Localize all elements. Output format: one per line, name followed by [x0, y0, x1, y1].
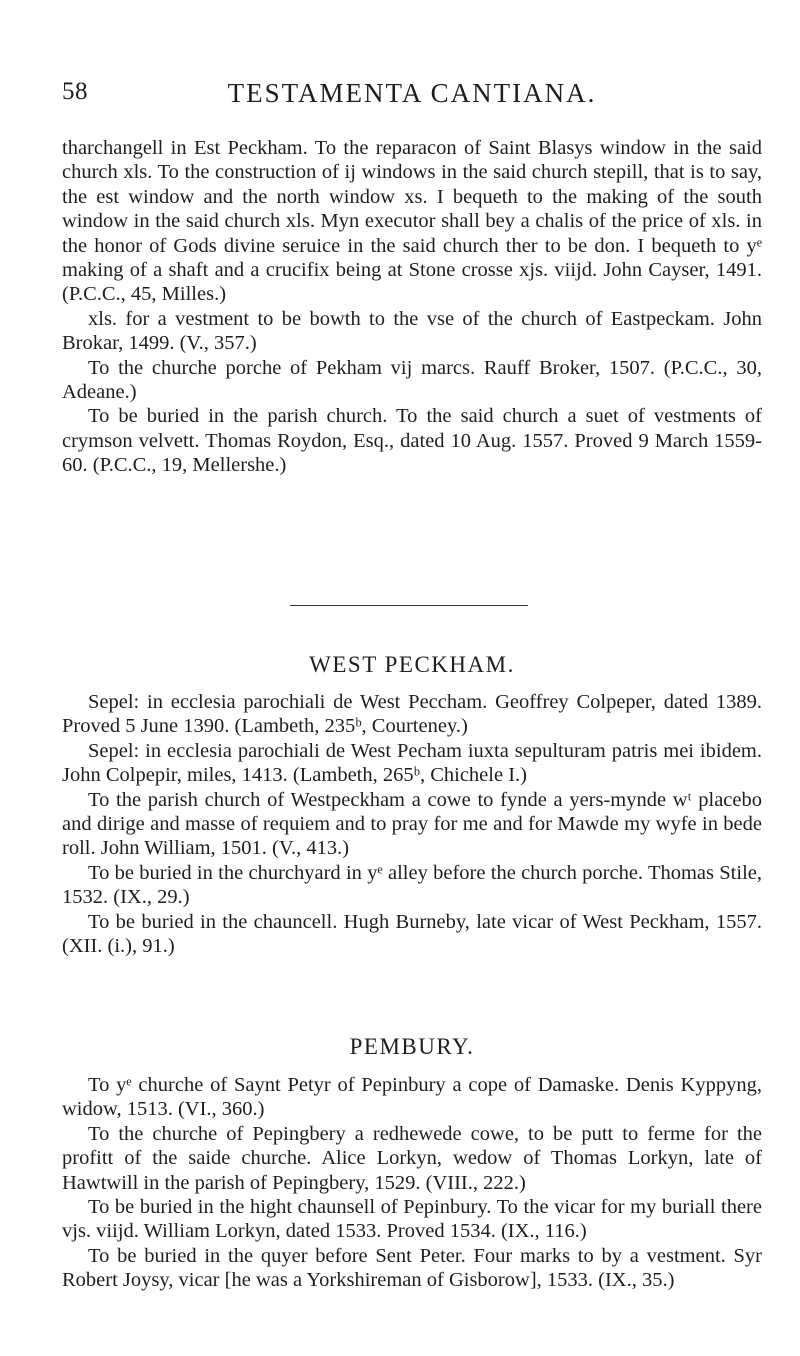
paragraph: Sepel: in ecclesia parochiali de West Peccham. Geoffrey Colpeper, dated 1389. Proved 5 June 1390. (Lambeth, 235ᵇ, Courteney.) — [62, 691, 762, 738]
paragraph: To the parish church of Westpeckham a cowe to fynde a yers-mynde wᵗ placebo and dirige and masse of requiem and to pray for me and for Mawde my wyfe in bede roll. John William, 1501. (V., 413.) — [62, 788, 762, 860]
paragraph: Sepel: in ecclesia parochiali de West Pecham iuxta sepulturam patris mei ibidem. John Colpepir, miles, 1413. (Lambeth, 265ᵇ, Chichele I.) — [62, 739, 762, 787]
paragraph: To the churche porche of Pekham vij marcs. Rauff Broker, 1507. (P.C.C., 30, Adeane.) — [62, 356, 762, 404]
section-pembury — [62, 1073, 762, 1293]
paragraph: To be buried in the churchyard in yᵉ alley before the church porche. Thomas Stile, 1532. (IX., 29.) — [62, 861, 762, 909]
section-west-peckham — [62, 690, 762, 958]
paragraph: To be buried in the parish church. To the said church a suet of vestments of crymson velvett. Thomas Roydon, Esq., dated 10 Aug. 1557. Proved 9 March 1559-60. (P.C.C., 19, Mellershe.) — [62, 405, 762, 477]
paragraph: To be buried in the quyer before Sent Peter. Four marks to by a vestment. Syr Robert Joysy, vicar [he was a Yorkshireman of Gisborow], 1533. (IX., 35.) — [62, 1244, 762, 1292]
paragraph: To the churche of Pepingbery a redhewede cowe, to be putt to ferme for the profitt of the saide churche. Alice Lorkyn, wedow of Thomas Lorkyn, late of Hawtwill in the parish of Pepingbery, 1529. (VIII., 222.) — [62, 1122, 762, 1194]
section-intro — [62, 136, 762, 478]
paragraph: To yᵉ churche of Saynt Petyr of Pepinbury a cope of Damaske. Denis Kyppyng, widow, 1513. (VI., 360.) — [62, 1074, 762, 1121]
page-number: 58 — [62, 78, 88, 105]
paragraph: To be buried in the hight chaunsell of Pepinbury. To the vicar for my buriall there vjs. viijd. William Lorkyn, dated 1533. Proved 1534. (IX., 116.) — [62, 1196, 762, 1243]
paragraph: tharchangell in Est Peckham. To the reparacon of Saint Blasys window in the said church xls. To the construction of ij windows in the said church stepill, that is to say, the est window and the north window xs. I bequeth to the making of the south window in the said church xls. Myn executor shall bey a chalis of the price of xls. in the honor of Gods divine seruice in the said church ther to be don. I bequeth to yᵉ making of a shaft and a crucifix being at Stone crosse xjs. viijd. John Cayser, 1491. (P.C.C., 45, Milles.) — [62, 137, 762, 306]
section-heading-pembury: PEMBURY. — [349, 1034, 475, 1059]
running-title: TESTAMENTA CANTIANA. — [227, 78, 597, 108]
section-divider — [290, 605, 528, 606]
paragraph: xls. for a vestment to be bowth to the vse of the church of Eastpeckam. John Brokar, 1499. (V., 357.) — [62, 307, 762, 355]
page-header — [62, 78, 762, 118]
section-heading-west-peckham: WEST PECKHAM. — [309, 652, 515, 677]
paragraph: To be buried in the chauncell. Hugh Burneby, late vicar of West Peckham, 1557. (XII. (i.), 91.) — [62, 910, 762, 958]
